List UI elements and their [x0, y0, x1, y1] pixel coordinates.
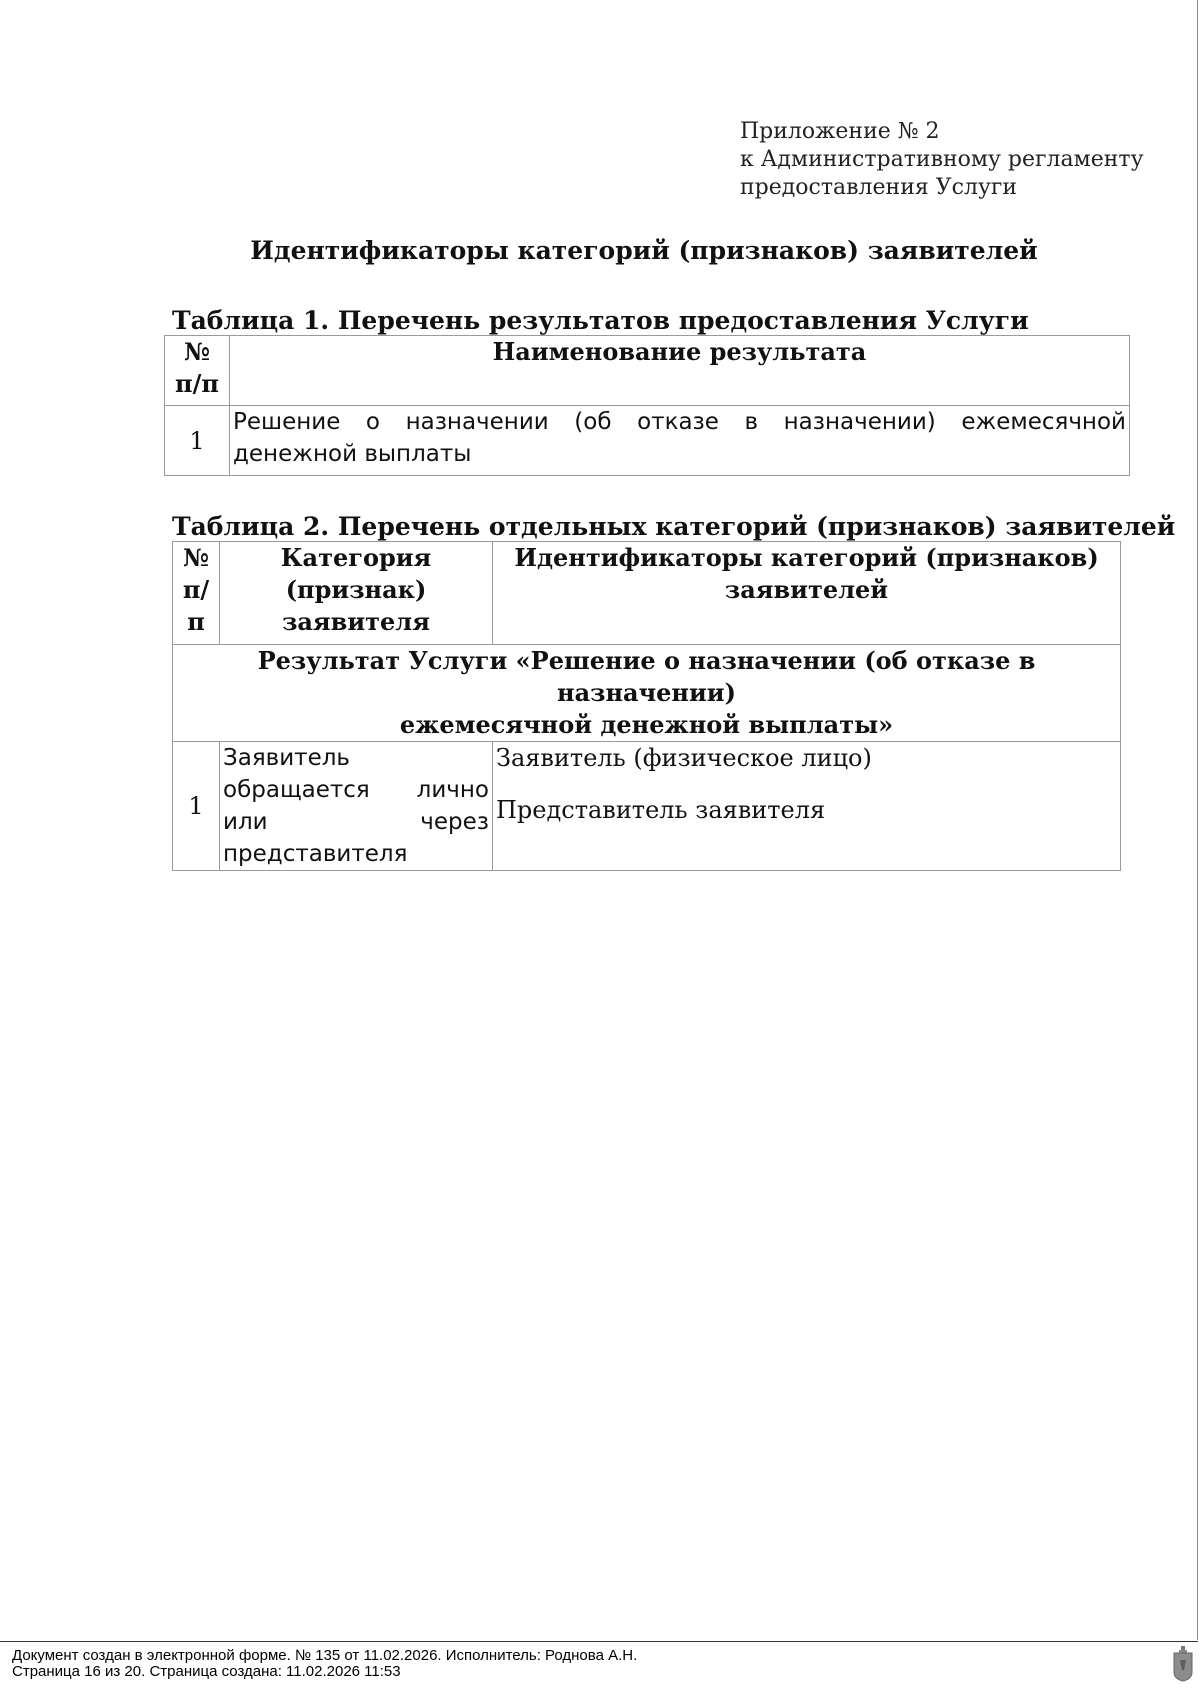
identifier-item: Заявитель (физическое лицо) [496, 744, 872, 772]
footer-line-2: Страница 16 из 20. Страница создана: 11.02.2026 11:53 [12, 1663, 401, 1680]
document-title: Идентификаторы категорий (признаков) заявителей [250, 236, 1038, 265]
result-name-column-header: Наименование результата [230, 336, 1130, 406]
result-name-cell: Решение о назначении (об отказе в назначении) ежемесячной денежной выплаты [230, 406, 1130, 476]
table-header-row [165, 336, 1130, 406]
category-column-header: Категория (признак) заявителя [220, 542, 493, 645]
identifiers-column-header: Идентификаторы категорий (признаков) заявителей [493, 542, 1121, 645]
categories-table [172, 541, 1121, 871]
category-cell: Заявитель обращается лично или через представителя [220, 742, 493, 871]
footer-line-1: Документ создан в электронной форме. № 135 от 11.02.2026. Исполнитель: Роднова А.Н. [12, 1647, 638, 1664]
result-group-row [173, 645, 1121, 742]
coat-of-arms-seal-icon [1172, 1646, 1194, 1682]
table-2-caption: Таблица 2. Перечень отдельных категорий (признаков) заявителей [172, 512, 1176, 541]
identifier-item: Представитель заявителя [496, 796, 826, 824]
appendix-line-2: к Административному регламенту [740, 147, 1144, 172]
table-1-caption: Таблица 1. Перечень результатов предоставления Услуги [172, 306, 1029, 335]
table-row [173, 742, 1121, 871]
row-number: 1 [173, 742, 220, 871]
appendix-line-1: Приложение № 2 [740, 119, 940, 144]
table-header-row [173, 542, 1121, 645]
appendix-line-3: предоставления Услуги [740, 175, 1018, 200]
appendix-note [740, 118, 1144, 202]
number-column-header: № п/п [165, 336, 230, 406]
identifiers-cell [493, 742, 1121, 871]
number-column-header: № п/п [173, 542, 220, 645]
result-group-heading: Результат Услуги «Решение о назначении (об отказе в назначении) ежемесячной денежной выплаты» [173, 645, 1121, 742]
row-number: 1 [165, 406, 230, 476]
document-footer [12, 1648, 637, 1680]
footer-divider [0, 1641, 1198, 1642]
results-table [164, 335, 1130, 476]
table-row [165, 406, 1130, 476]
